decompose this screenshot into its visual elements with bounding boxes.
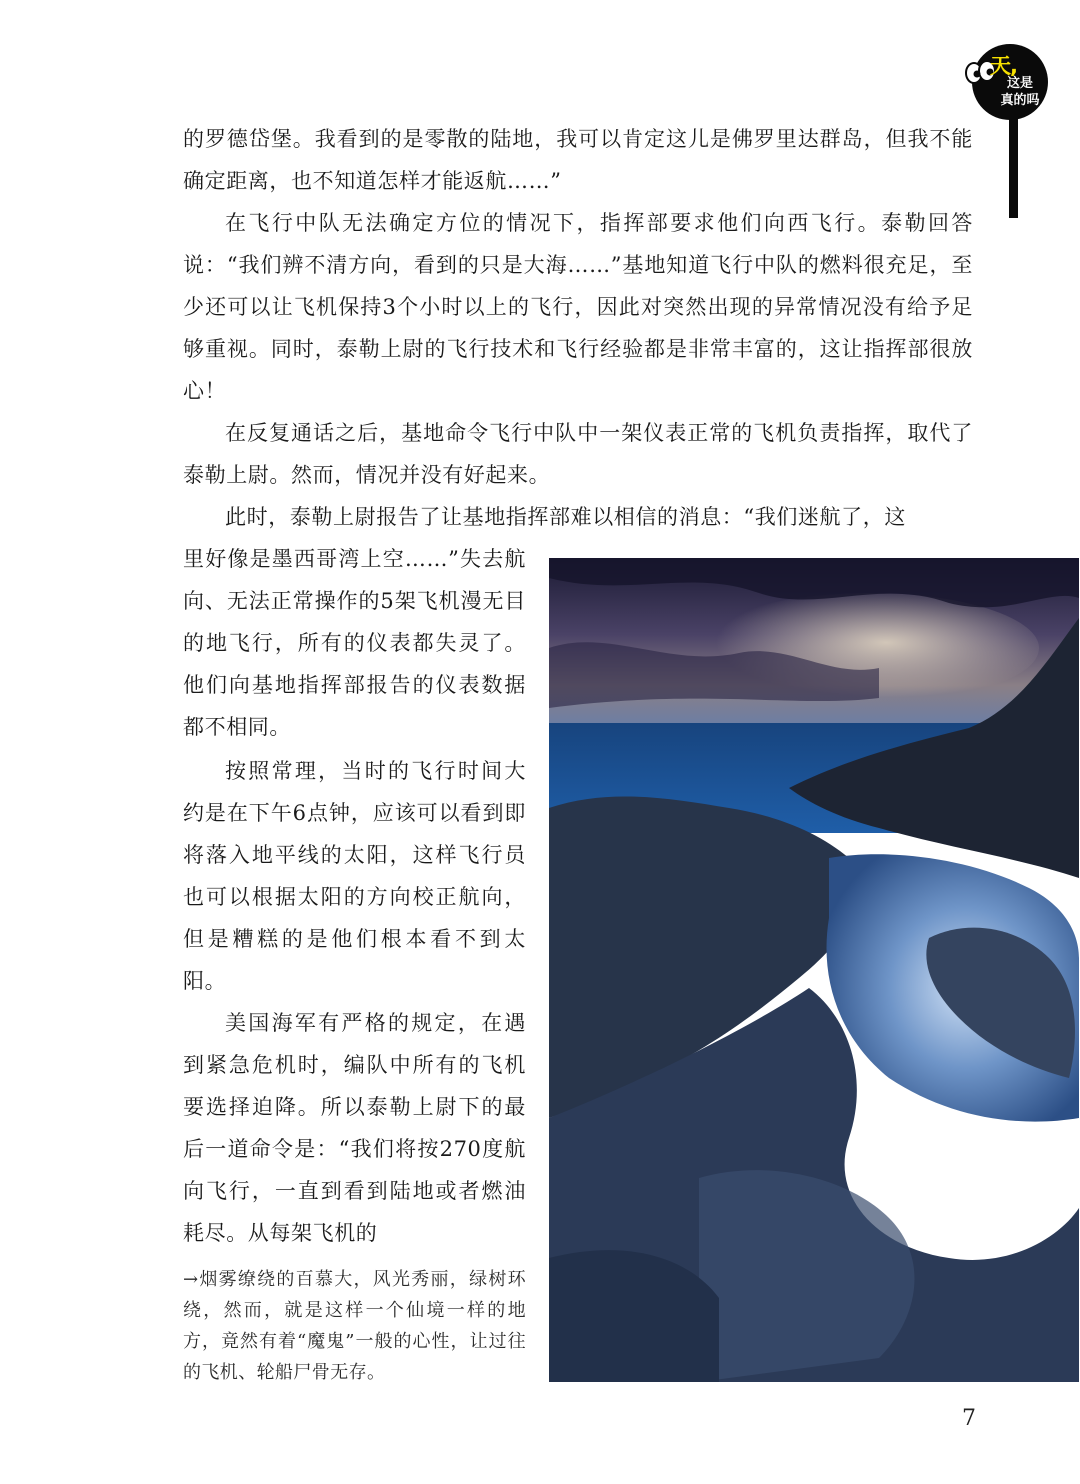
paragraph-3: 在反复通话之后，基地命令飞行中队中一架仪表正常的飞机负责指挥，取代了泰勒上尉。然而，情况并没有好起来。 (183, 421, 973, 487)
paragraph-1: 的罗德岱堡。我看到的是零散的陆地，我可以肯定这儿是佛罗里达群岛，但我不能确定距离，也不知道怎样才能返航……” (183, 127, 973, 193)
paragraph-4-continued: 里好像是墨西哥湾上空……”失去航向、无法正常操作的5架飞机漫无目的地飞行，所有的仪表都失灵了。他们向基地指挥部报告的仪表数据都不相同。 (183, 547, 526, 739)
paragraph-2: 在飞行中队无法确定方位的情况下，指挥部要求他们向西飞行。泰勒回答说：“我们辨不清方向，看到的只是大海……”基地知道飞行中队的燃料很充足，至少还可以让飞机保持3个小时以上的飞行，因此对突然出现的异常情况没有给予足够重视。同时，泰勒上尉的飞行技术和飞行经验都是非常丰富的，这让指挥部很放心！ (183, 211, 973, 403)
paragraph-4-lead: 此时，泰勒上尉报告了让基地指挥部难以相信的消息：“我们迷航了，这 (225, 505, 906, 529)
paragraph-6: 美国海军有严格的规定，在遇到紧急危机时，编队中所有的飞机要选择迫降。所以泰勒上尉下的最后一道命令是：“我们将按270度航向飞行，一直到看到陆地或者燃油耗尽。从每架飞机的 (183, 1011, 526, 1245)
paragraph-5: 按照常理，当时的飞行时间大约是在下午6点钟，应该可以看到即将落入地平线的太阳，这样飞行员也可以根据太阳的方向校正航向，但是糟糕的是他们根本看不到太阳。 (183, 759, 526, 993)
badge-subtitle-line2: 真的吗 (1000, 93, 1040, 108)
coastline-photo (549, 558, 1079, 1382)
badge-title: 天, (990, 54, 1017, 78)
photo-caption: →烟雾缭绕的百慕大，风光秀丽，绿树环绕，然而，就是这样一个仙境一样的地方，竟然有着“魔鬼”一般的心性，让过往的飞机、轮船尸骨无存。 (183, 1269, 526, 1383)
badge-subtitle-line1: 这是 (1006, 76, 1033, 91)
page-number: 7 (962, 1406, 976, 1431)
